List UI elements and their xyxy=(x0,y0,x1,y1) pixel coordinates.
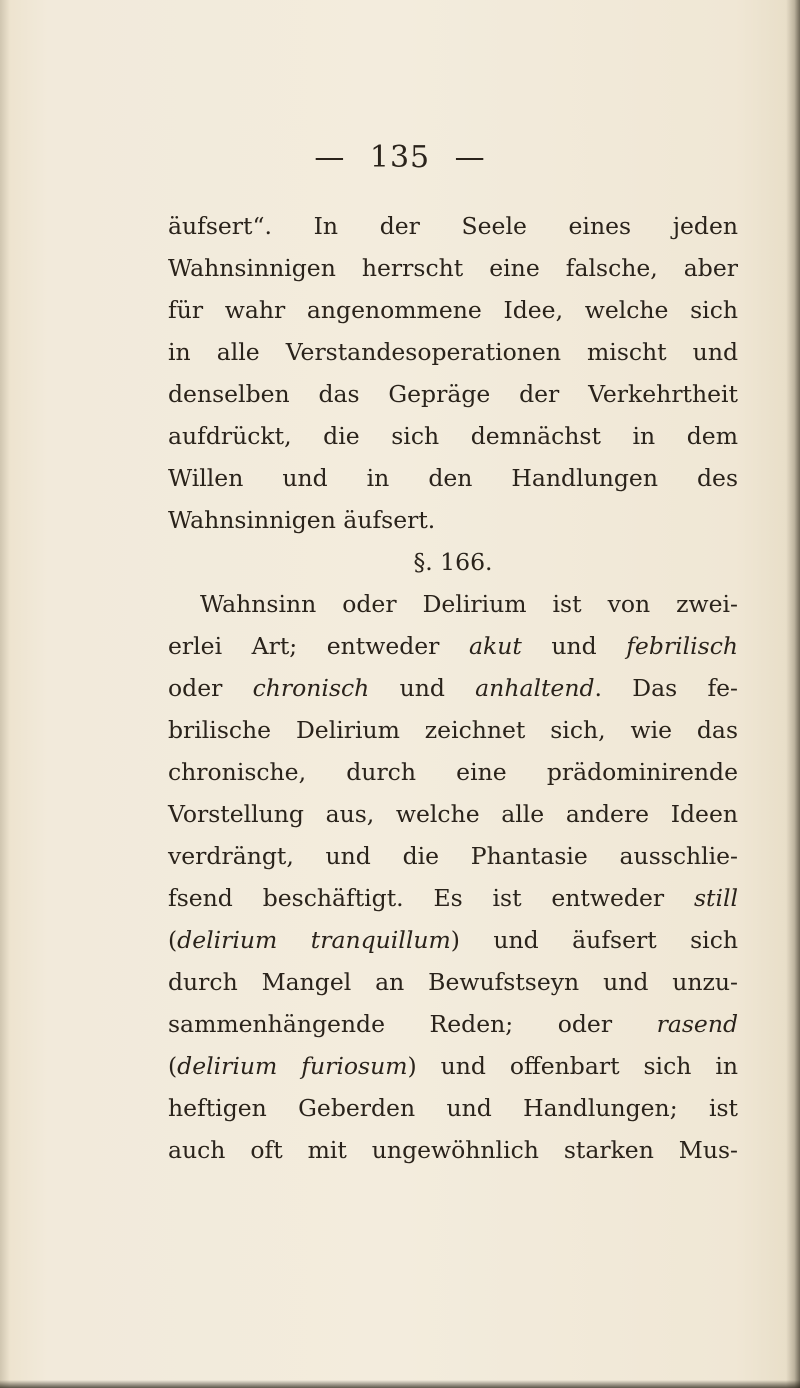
page-left-edge-shadow xyxy=(0,0,10,1388)
italic-term: anhaltend xyxy=(475,674,595,702)
text-line: durch Mangel an Bewufstseyn und unzu- xyxy=(168,968,738,996)
text-line: verdrängt, und die Phantasie ausschlie- xyxy=(168,842,738,870)
text-line: auch oft mit ungewöhnlich starken Mus- xyxy=(168,1136,738,1164)
text-line: Wahnsinnigen äufsert. xyxy=(168,506,436,534)
page-bottom-edge-shadow xyxy=(0,1380,800,1388)
italic-term: rasend xyxy=(656,1010,738,1038)
text-line: denselben das Gepräge der Verkehrtheit xyxy=(168,380,738,408)
text-line: fsend beschäftigt. Es ist entweder still xyxy=(168,884,738,912)
header-dash-left: — xyxy=(314,140,346,175)
text-line: (delirium furiosum) und offenbart sich in xyxy=(168,1052,738,1080)
italic-term: still xyxy=(693,884,738,912)
text-line: für wahr angenommene Idee, welche sich xyxy=(168,296,738,324)
text-line: Vorstellung aus, welche alle andere Ideen xyxy=(168,800,738,828)
text-line: erlei Art; entweder akut und febrilisch xyxy=(168,632,739,660)
text-line: sammenhängende Reden; oder rasend xyxy=(168,1010,738,1038)
text-line: aufdrückt, die sich demnächst in dem xyxy=(168,422,738,450)
italic-term: chronisch xyxy=(252,674,370,702)
text-line: oder chronisch und anhaltend. Das fe- xyxy=(168,674,738,702)
page-number: 135 xyxy=(369,140,431,175)
page-spine-shadow xyxy=(786,0,800,1388)
text-line: brilische Delirium zeichnet sich, wie das xyxy=(168,716,738,744)
body-text xyxy=(168,205,738,1171)
page-header xyxy=(0,140,800,175)
text-line: (delirium tranquillum) und äufsert sich xyxy=(168,926,738,954)
text-line: in alle Verstandesoperationen mischt und xyxy=(168,338,738,366)
italic-term: febrilisch xyxy=(626,632,739,660)
text-line: Wahnsinn oder Delirium ist von zwei- xyxy=(200,590,738,618)
header-dash-right: — xyxy=(454,140,486,175)
text-line: heftigen Geberden und Handlungen; ist xyxy=(168,1094,738,1122)
section-heading: §. 166. xyxy=(413,548,493,576)
text-line: Willen und in den Handlungen des xyxy=(168,464,738,492)
italic-term: akut xyxy=(468,632,522,660)
italic-term: delirium furiosum xyxy=(177,1052,408,1080)
italic-term: delirium tranquillum xyxy=(177,926,451,954)
text-line: Wahnsinnigen herrscht eine falsche, aber xyxy=(168,254,738,282)
text-line: äufsert“. In der Seele eines jeden xyxy=(168,212,738,240)
text-line: chronische, durch eine prädominirende xyxy=(168,758,738,786)
